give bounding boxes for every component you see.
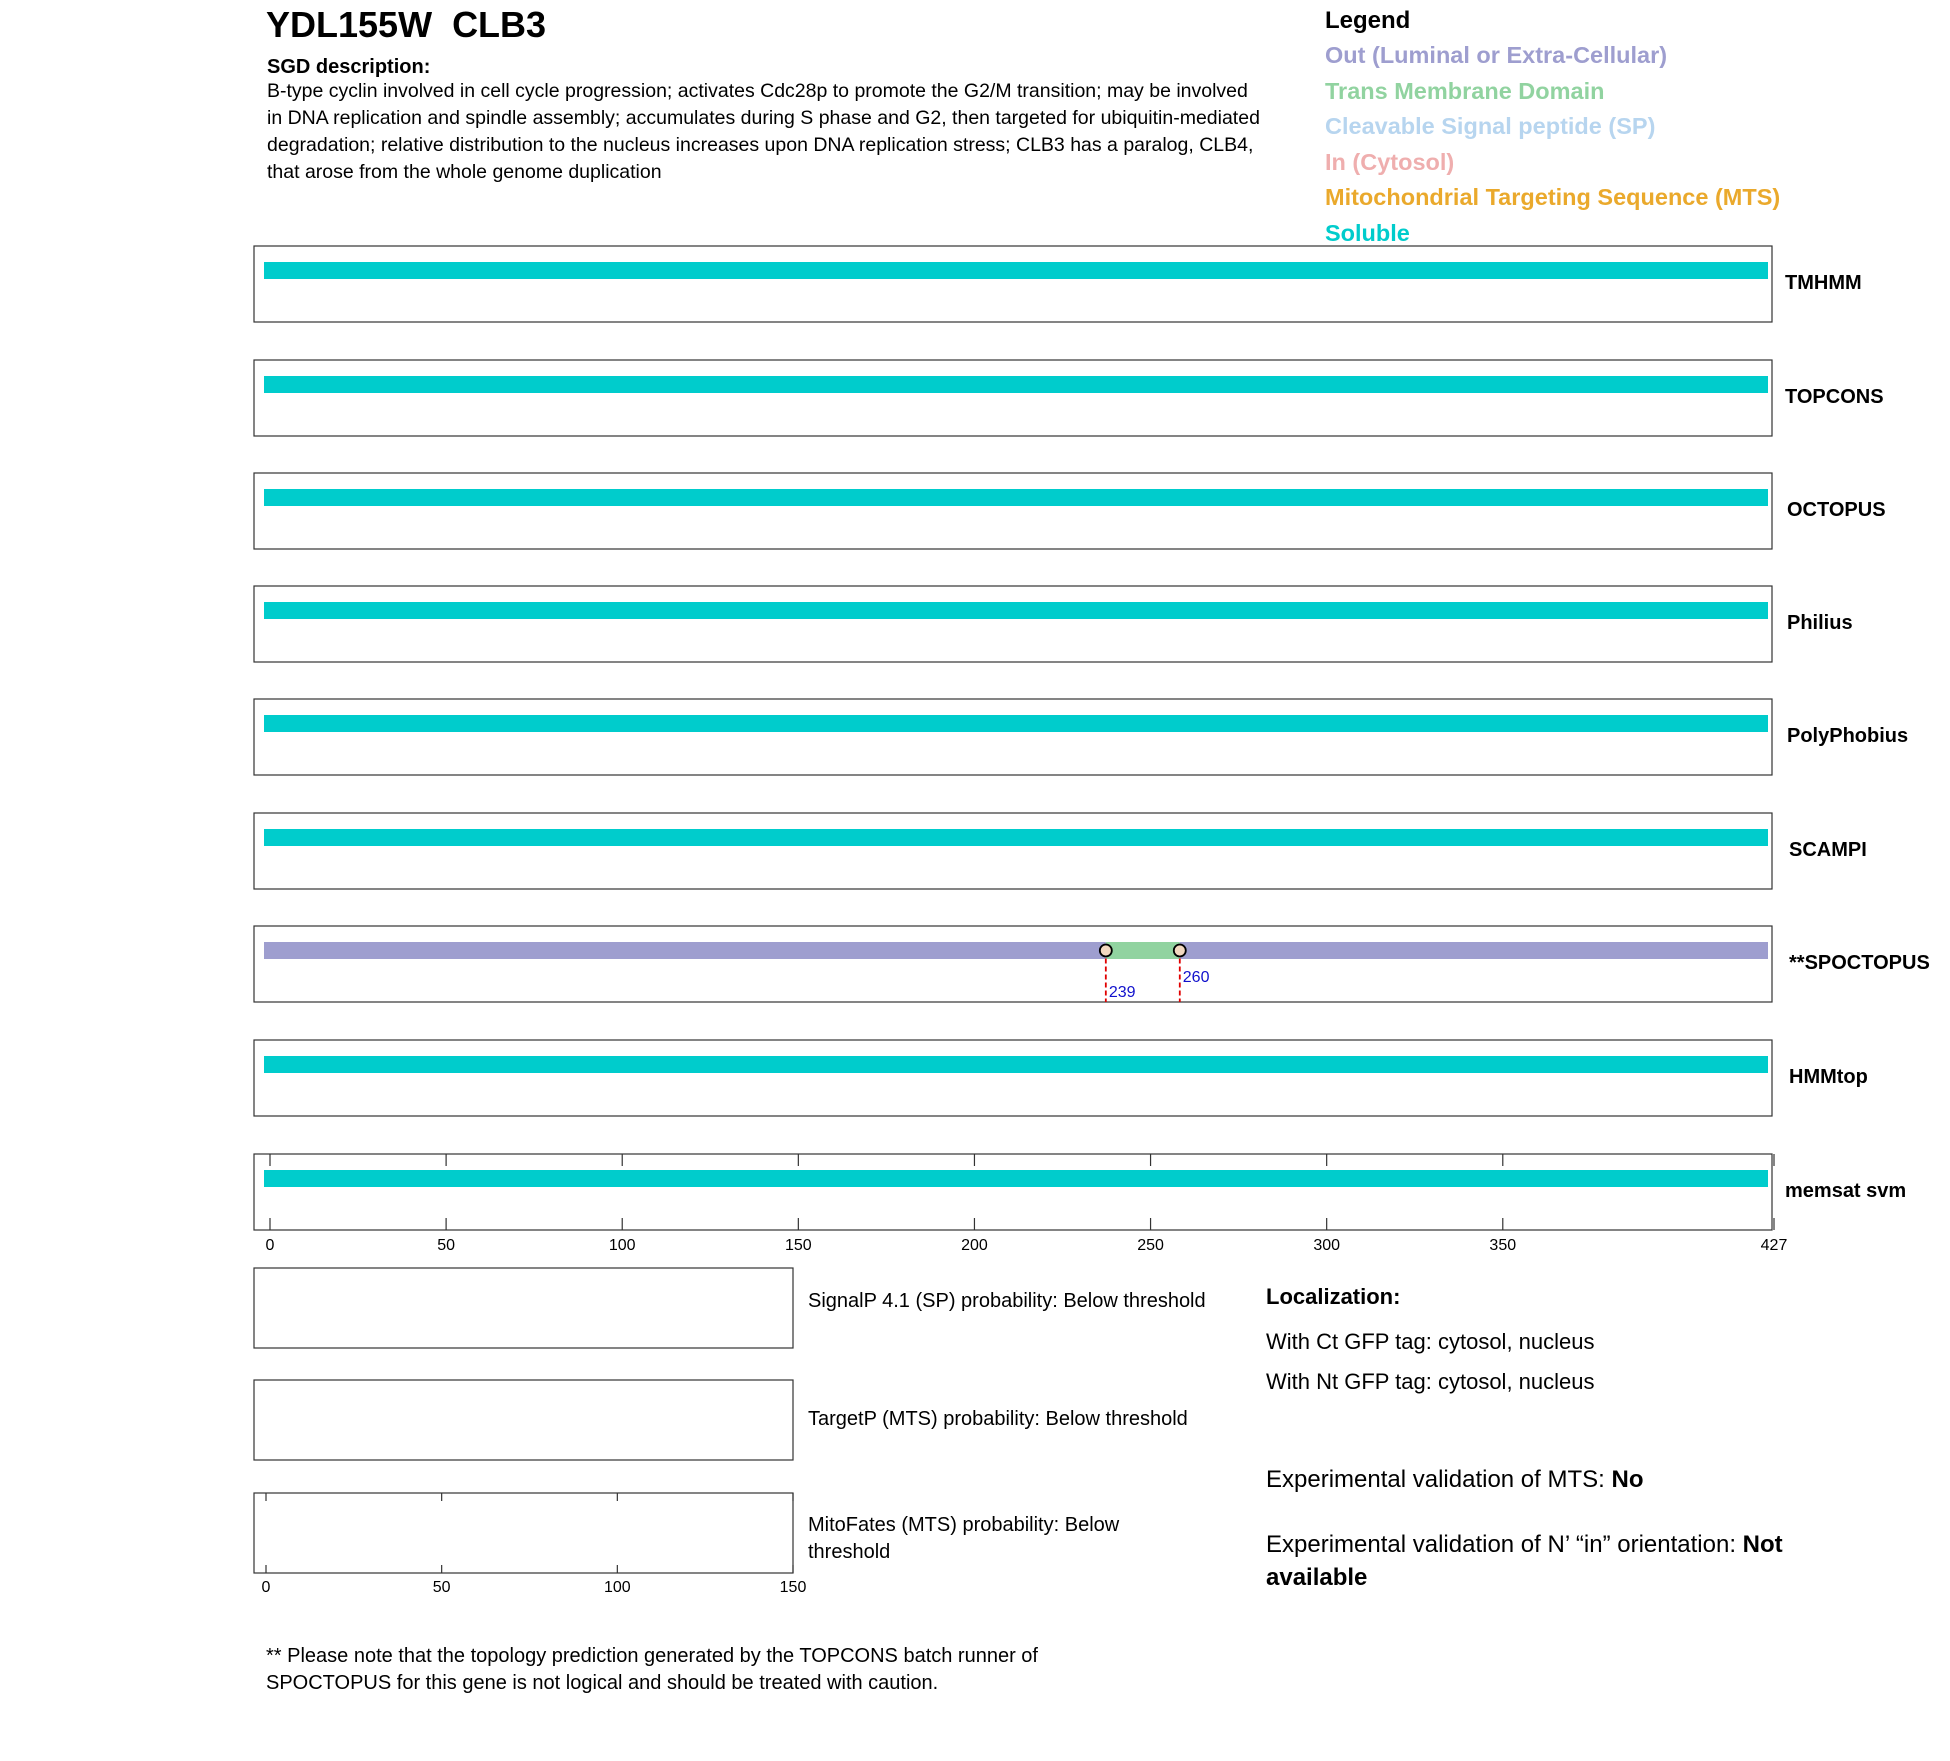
axis-tick-label: 0: [265, 1237, 275, 1254]
prob-axis-tick-label: 150: [779, 1579, 807, 1596]
mts-validation-value: No: [1611, 1466, 1644, 1493]
track-box: [254, 246, 1772, 322]
legend-item: Soluble: [1325, 219, 1410, 246]
track-label: PolyPhobius: [1787, 725, 1909, 747]
legend-item: Out (Luminal or Extra-Cellular): [1325, 42, 1668, 68]
axis-tick-label: 150: [784, 1237, 812, 1254]
track-label: HMMtop: [1789, 1066, 1868, 1088]
track-label: TMHMM: [1785, 272, 1862, 294]
probability-label: MitoFates (MTS) probability: Below threshold: [808, 1514, 1120, 1563]
mts-validation: [1266, 1463, 1866, 1496]
marker-circle: [1174, 945, 1186, 957]
gene-name: CLB3: [452, 4, 547, 45]
prob-axis-tick-label: 100: [603, 1579, 631, 1596]
orientation-validation-value: Not available: [1266, 1531, 1783, 1591]
legend-item: Cleavable Signal peptide (SP): [1325, 113, 1656, 139]
track-segment: [264, 1056, 1768, 1073]
track-segment: [1106, 942, 1180, 959]
track-label: SCAMPI: [1789, 839, 1867, 861]
probability-panel: [254, 1268, 793, 1348]
track-box: [254, 1040, 1772, 1116]
axis-tick-label: 350: [1489, 1237, 1517, 1254]
axis-tick-label: 100: [608, 1237, 636, 1254]
prob-axis-tick-label: 50: [432, 1579, 451, 1596]
localization-heading: Localization:: [1266, 1284, 1401, 1309]
sgd-heading: SGD description:: [267, 56, 431, 78]
prob-axis-tick-label: 0: [261, 1579, 271, 1596]
legend-title: Legend: [1325, 7, 1411, 34]
track-segment: [264, 715, 1768, 732]
marker-label: 239: [1108, 984, 1136, 1001]
axis-tick-label: 300: [1313, 1237, 1341, 1254]
track-segment: [264, 602, 1768, 619]
axis-tick-label: 200: [961, 1237, 988, 1254]
probability-label: TargetP (MTS) probability: Below threshold: [808, 1408, 1188, 1430]
marker-label: 260: [1182, 969, 1210, 986]
legend-item: In (Cytosol): [1325, 148, 1455, 175]
axis-tick-label: 250: [1137, 1237, 1164, 1254]
axis-tick-label: 427: [1760, 1237, 1788, 1254]
sgd-description: B-type cyclin involved in cell cycle progression; activates Cdc28p to promote the G2/M transition; may be involved in DNA replication and spindle assembly; accumulates during S phase and G2, then targeted for ubiquitin-mediated degradation; relative distribution to the nucleus increases upon DNA replication stress; CLB3 has a paralog, CLB4, that arose from the whole genome duplication: [267, 80, 1260, 183]
track-label: TOPCONS: [1785, 386, 1884, 408]
footnote: ** Please note that the topology prediction generated by the TOPCONS batch runner of SPOCTOPUS for this gene is not logical and should be treated with caution.: [266, 1645, 1038, 1694]
track-box: [254, 473, 1772, 549]
orientation-validation-label: Experimental validation of N’ “in” orientation:: [1266, 1531, 1743, 1558]
gene-id: YDL155W: [266, 4, 433, 45]
probability-panel: [254, 1380, 793, 1460]
track-segment: [1180, 942, 1768, 959]
track-box: [254, 586, 1772, 662]
legend-item: Mitochondrial Targeting Sequence (MTS): [1325, 184, 1781, 210]
track-segment: [264, 1170, 1768, 1187]
track-box: [254, 1154, 1772, 1230]
marker-circle: [1100, 945, 1112, 957]
orientation-validation: [1266, 1528, 1866, 1594]
track-label: OCTOPUS: [1787, 499, 1886, 521]
track-segment: [264, 262, 1768, 279]
track-label: **SPOCTOPUS: [1789, 952, 1930, 974]
track-segment: [264, 376, 1768, 393]
axis-tick-label: 50: [437, 1237, 456, 1254]
track-label: Philius: [1787, 612, 1853, 634]
probability-panel: [254, 1493, 793, 1573]
track-segment: [264, 942, 1106, 959]
track-box: [254, 699, 1772, 775]
track-box: [254, 813, 1772, 889]
track-label: memsat svm: [1785, 1180, 1907, 1202]
track-box: [254, 926, 1772, 1002]
legend-item: Trans Membrane Domain: [1325, 77, 1605, 104]
localization-nt-gfp: With Nt GFP tag: cytosol, nucleus: [1266, 1369, 1595, 1394]
track-segment: [264, 489, 1768, 506]
mts-validation-label: Experimental validation of MTS:: [1266, 1466, 1612, 1493]
probability-label: SignalP 4.1 (SP) probability: Below threshold: [808, 1290, 1206, 1312]
track-box: [254, 360, 1772, 436]
track-segment: [264, 829, 1768, 846]
localization-ct-gfp: With Ct GFP tag: cytosol, nucleus: [1266, 1329, 1595, 1354]
